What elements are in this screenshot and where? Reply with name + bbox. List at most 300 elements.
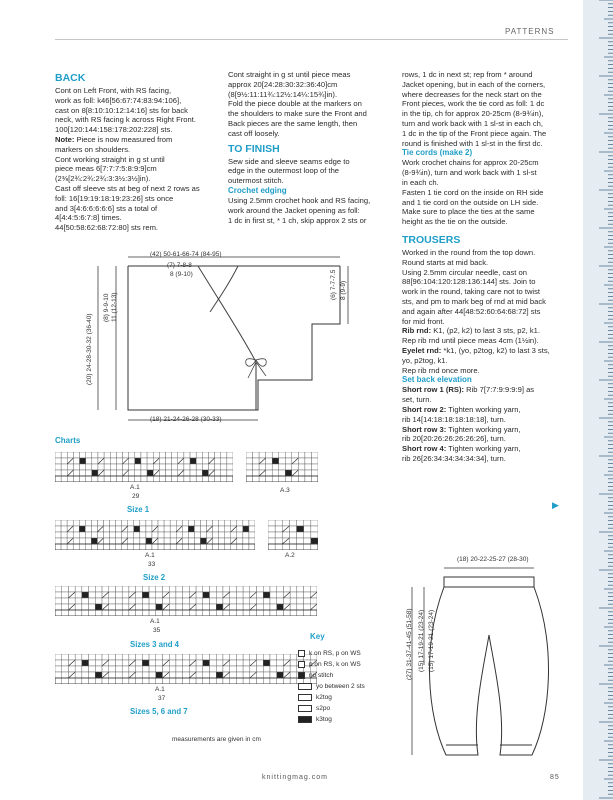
chart-cell bbox=[249, 538, 255, 544]
chart-cell bbox=[210, 672, 217, 678]
chart-cell bbox=[203, 672, 210, 678]
chart-cell bbox=[109, 592, 116, 598]
chart-cell bbox=[249, 544, 255, 550]
chart-cell bbox=[103, 544, 109, 550]
chart-cell bbox=[79, 538, 85, 544]
chart-cell bbox=[221, 452, 227, 458]
chart-cell bbox=[176, 666, 183, 672]
key-item bbox=[298, 661, 361, 668]
chart-cell bbox=[128, 544, 134, 550]
chart-cell bbox=[122, 678, 129, 684]
chart-cell bbox=[250, 610, 257, 616]
chart-cell bbox=[190, 452, 196, 458]
chart-cell bbox=[55, 660, 62, 666]
key-label: yo between 2 sts bbox=[316, 683, 365, 690]
chart-cell bbox=[183, 610, 190, 616]
chart-cell bbox=[216, 592, 223, 598]
chart-cell bbox=[176, 604, 183, 610]
chart-cell bbox=[184, 464, 190, 470]
chart-cell bbox=[86, 476, 92, 482]
chart-cell bbox=[311, 538, 318, 544]
chart-cell bbox=[169, 604, 176, 610]
page-number: 85 bbox=[550, 774, 560, 781]
chart-cell bbox=[236, 678, 243, 684]
chart-cell bbox=[61, 544, 67, 550]
chart-cell bbox=[170, 520, 176, 526]
chart-cell bbox=[91, 520, 97, 526]
note-label: Note: bbox=[55, 134, 75, 144]
chart-cell bbox=[188, 526, 194, 532]
chart-cell bbox=[279, 476, 286, 482]
trousers-left-dim-2: (15) 17-19-21 (23-24) bbox=[418, 609, 425, 672]
chart-cell bbox=[305, 452, 312, 458]
chart-cell bbox=[122, 592, 129, 598]
chart-cell bbox=[190, 476, 196, 482]
chart-cell bbox=[79, 544, 85, 550]
chart-cell bbox=[115, 666, 122, 672]
chart-cell bbox=[196, 604, 203, 610]
chart-cell bbox=[297, 598, 304, 604]
trousers-line: Using 2.5mm circular needle, cast on bbox=[402, 267, 527, 277]
key-label: k on RS, p on WS bbox=[309, 650, 361, 657]
chart-cell bbox=[141, 464, 147, 470]
chart-cell bbox=[172, 452, 178, 458]
chart-cell bbox=[297, 592, 304, 598]
chart-cell bbox=[176, 520, 182, 526]
chart-cell bbox=[102, 598, 109, 604]
chart-cell bbox=[116, 458, 122, 464]
chart-cell bbox=[136, 598, 143, 604]
chart-cell bbox=[110, 532, 116, 538]
chart-cell bbox=[158, 532, 164, 538]
chart-cell bbox=[146, 520, 152, 526]
chart-cell bbox=[253, 464, 260, 470]
chart-cell bbox=[61, 526, 67, 532]
chart-cell bbox=[169, 610, 176, 616]
chart-cell bbox=[91, 538, 97, 544]
chart-cell bbox=[55, 666, 62, 672]
chart-cell bbox=[169, 666, 176, 672]
chart-cell bbox=[189, 654, 196, 660]
chart-cell bbox=[250, 666, 257, 672]
chart-cell bbox=[311, 520, 318, 526]
chart-cell bbox=[156, 672, 163, 678]
chart-cell bbox=[170, 526, 176, 532]
chart-cell bbox=[165, 476, 171, 482]
chart-cell bbox=[290, 654, 297, 660]
chart-cell bbox=[227, 458, 233, 464]
chart-cell bbox=[158, 544, 164, 550]
chart-cell bbox=[75, 586, 82, 592]
chart-cell bbox=[183, 660, 190, 666]
chart-cell bbox=[73, 470, 79, 476]
chart-cell bbox=[142, 660, 149, 666]
chart-cell bbox=[95, 672, 102, 678]
chart-cell bbox=[176, 672, 183, 678]
short-row-label: Short row 4: bbox=[402, 444, 447, 454]
chart-cell bbox=[183, 586, 190, 592]
chart-cell bbox=[311, 452, 318, 458]
chart-cell bbox=[75, 654, 82, 660]
chart-cell bbox=[104, 464, 110, 470]
chart-cell bbox=[183, 666, 190, 672]
chart-cell bbox=[75, 672, 82, 678]
chart-cell bbox=[164, 544, 170, 550]
chart-cell bbox=[169, 592, 176, 598]
chart-cell bbox=[188, 520, 194, 526]
back-line: work as foll: k46[56:67:74:83:94:106], bbox=[55, 95, 182, 105]
chart-cell bbox=[219, 544, 225, 550]
chart-cell bbox=[149, 586, 156, 592]
chart-cell bbox=[115, 586, 122, 592]
chart-cell bbox=[162, 678, 169, 684]
chart-cell bbox=[152, 532, 158, 538]
chart-cell bbox=[304, 598, 311, 604]
chart-cell bbox=[172, 470, 178, 476]
chart-cell bbox=[203, 654, 210, 660]
chart-cell bbox=[55, 586, 62, 592]
chart-cell bbox=[55, 520, 61, 526]
chart-cell bbox=[162, 666, 169, 672]
chart-cell bbox=[297, 586, 304, 592]
chart-cell bbox=[82, 586, 89, 592]
chart-cell bbox=[97, 520, 103, 526]
chart-cell bbox=[122, 666, 129, 672]
chart-cell bbox=[182, 520, 188, 526]
chart-a1-size1-label: A.1 bbox=[130, 484, 140, 491]
chart-cell bbox=[202, 458, 208, 464]
chart-cell bbox=[250, 654, 257, 660]
chart-cell bbox=[73, 532, 79, 538]
chart-cell bbox=[297, 538, 304, 544]
chart-cell bbox=[55, 598, 62, 604]
chart-a3 bbox=[246, 452, 318, 482]
chart-cell bbox=[85, 520, 91, 526]
chart-cell bbox=[290, 610, 297, 616]
chart-cell bbox=[304, 592, 311, 598]
short-row-cont: rib 20[20:26:26:26:26:26], turn. bbox=[402, 434, 506, 444]
chart-cell bbox=[200, 526, 206, 532]
chart-cell bbox=[236, 604, 243, 610]
chart-cell bbox=[141, 476, 147, 482]
chart-cell bbox=[55, 678, 62, 684]
chart-cell bbox=[285, 464, 292, 470]
chart-cell bbox=[263, 598, 270, 604]
chart-cell bbox=[311, 470, 318, 476]
key-symbol-icon bbox=[298, 683, 312, 690]
chart-cell bbox=[109, 610, 116, 616]
chart-cell bbox=[110, 520, 116, 526]
chart-cell bbox=[243, 610, 250, 616]
chart-cell bbox=[272, 464, 279, 470]
chart-cell bbox=[170, 538, 176, 544]
chart-cell bbox=[215, 458, 221, 464]
chart-cell bbox=[140, 544, 146, 550]
chart-cell bbox=[279, 452, 286, 458]
chart-cell bbox=[196, 654, 203, 660]
col3-line: Jacket opening, but in each of the corners, bbox=[402, 79, 546, 89]
chart-cell bbox=[223, 610, 230, 616]
chart-cell bbox=[82, 598, 89, 604]
chart-cell bbox=[68, 654, 75, 660]
chart-cell bbox=[311, 458, 318, 464]
chart-cell bbox=[263, 592, 270, 598]
chart-cell bbox=[259, 464, 266, 470]
chart-cell bbox=[203, 610, 210, 616]
chart-cell bbox=[277, 598, 284, 604]
chart-cell bbox=[97, 544, 103, 550]
chart-cell bbox=[89, 678, 96, 684]
chart-cell bbox=[62, 672, 69, 678]
chart-cell bbox=[189, 666, 196, 672]
chart-cell bbox=[216, 672, 223, 678]
chart-cell bbox=[136, 660, 143, 666]
chart-cell bbox=[95, 678, 102, 684]
chart-cell bbox=[91, 532, 97, 538]
chart-cell bbox=[196, 678, 203, 684]
chart-cell bbox=[210, 660, 217, 666]
size567-label: Sizes 5, 6 and 7 bbox=[130, 707, 188, 716]
chart-cell bbox=[275, 538, 282, 544]
chart-cell bbox=[75, 666, 82, 672]
chart-cell bbox=[196, 586, 203, 592]
chart-cell bbox=[176, 660, 183, 666]
chart-cell bbox=[277, 586, 284, 592]
chart-cell bbox=[297, 520, 304, 526]
elevation-heading: Set back elevation bbox=[402, 375, 472, 385]
chart-cell bbox=[159, 452, 165, 458]
chart-cell bbox=[275, 526, 282, 532]
chart-cell bbox=[162, 586, 169, 592]
chart-cell bbox=[230, 610, 237, 616]
tie-line: Fasten 1 tie cord on the inside on RH side bbox=[402, 187, 544, 197]
chart-cell bbox=[213, 532, 219, 538]
chart-cell bbox=[310, 610, 317, 616]
key-label: k2tog bbox=[316, 694, 332, 701]
chart-cell bbox=[142, 592, 149, 598]
chart-cell bbox=[122, 660, 129, 666]
back-line: Cast off sleeve sts at beg of next 2 rows as bbox=[55, 183, 200, 193]
chart-cell bbox=[194, 544, 200, 550]
back-line: Cont working straight in g st until bbox=[55, 154, 165, 164]
chart-cell bbox=[207, 544, 213, 550]
trousers-line: sts, and pm to mark beg of rnd at mid back bbox=[402, 296, 546, 306]
trousers-line: and again after 44[48:52:60:64:68:72] sts bbox=[402, 306, 541, 316]
chart-cell bbox=[311, 544, 318, 550]
chart-cell bbox=[243, 592, 250, 598]
chart-cell bbox=[176, 654, 183, 660]
chart-cell bbox=[225, 544, 231, 550]
chart-cell bbox=[216, 586, 223, 592]
chart-cell bbox=[116, 532, 122, 538]
chart-cell bbox=[172, 476, 178, 482]
chart-cell bbox=[142, 654, 149, 660]
chart-cell bbox=[86, 452, 92, 458]
chart-cell bbox=[169, 672, 176, 678]
chart-cell bbox=[116, 452, 122, 458]
chart-cell bbox=[158, 520, 164, 526]
chart-cell bbox=[268, 532, 275, 538]
chart-a2-label: A.2 bbox=[285, 552, 295, 559]
short-row bbox=[402, 444, 572, 454]
chart-cell bbox=[103, 526, 109, 532]
chart-cell bbox=[196, 672, 203, 678]
chart-cell bbox=[219, 526, 225, 532]
chart-cell bbox=[152, 544, 158, 550]
chart-cell bbox=[110, 476, 116, 482]
short-row-label: Short row 3: bbox=[402, 424, 447, 434]
chart-cell bbox=[221, 470, 227, 476]
chart-cell bbox=[203, 666, 210, 672]
trousers-heading: TROUSERS bbox=[402, 233, 461, 246]
chart-cell bbox=[270, 660, 277, 666]
chart-cell bbox=[215, 452, 221, 458]
back-line: (2⅜[2¾:2¾:2¾:3:3½:3½]in). bbox=[55, 174, 151, 184]
finish-heading: TO FINISH bbox=[228, 142, 280, 155]
chart-cell bbox=[236, 666, 243, 672]
chart-cell bbox=[243, 538, 249, 544]
chart-cell bbox=[230, 592, 237, 598]
chart-cell bbox=[268, 544, 275, 550]
chart-cell bbox=[203, 604, 210, 610]
chart-cell bbox=[140, 538, 146, 544]
chart-cell bbox=[128, 520, 134, 526]
section-label: PATTERNS bbox=[505, 27, 555, 36]
chart-cell bbox=[183, 672, 190, 678]
chart-cell bbox=[68, 610, 75, 616]
chart-cell bbox=[80, 476, 86, 482]
col2-line: (8[9½:11:11¾:12½:14¼:15¾]in). bbox=[228, 89, 338, 99]
chart-cell bbox=[129, 678, 136, 684]
chart-cell bbox=[82, 610, 89, 616]
chart-cell bbox=[236, 610, 243, 616]
chart-cell bbox=[61, 458, 67, 464]
chart-cell bbox=[162, 654, 169, 660]
chart-cell bbox=[225, 538, 231, 544]
chart-cell bbox=[110, 526, 116, 532]
chart-cell bbox=[135, 476, 141, 482]
chart-cell bbox=[243, 544, 249, 550]
chart-cell bbox=[190, 464, 196, 470]
chart-cell bbox=[216, 660, 223, 666]
chart-cell bbox=[123, 476, 129, 482]
chart-cell bbox=[305, 476, 312, 482]
chart-cell bbox=[237, 526, 243, 532]
chart-cell bbox=[253, 470, 260, 476]
chart-cell bbox=[110, 458, 116, 464]
chart-cell bbox=[259, 476, 266, 482]
chart-cell bbox=[230, 672, 237, 678]
trousers-left-dim-3: (15) 17-19-21 (23-24) bbox=[428, 609, 435, 672]
short-row-text: Tighten working yarn, bbox=[448, 444, 521, 454]
chart-cell bbox=[216, 666, 223, 672]
chart-cell bbox=[305, 464, 312, 470]
chart-cell bbox=[89, 610, 96, 616]
chart-cell bbox=[73, 526, 79, 532]
chart-cell bbox=[82, 672, 89, 678]
chart-cell bbox=[290, 666, 297, 672]
jacket-left-dim-1: (8) 9-9-10 bbox=[103, 293, 110, 322]
chart-cell bbox=[200, 532, 206, 538]
chart-cell bbox=[61, 452, 67, 458]
chart-cell bbox=[215, 470, 221, 476]
chart-cell bbox=[95, 610, 102, 616]
chart-cell bbox=[122, 532, 128, 538]
chart-cell bbox=[183, 654, 190, 660]
chart-cell bbox=[149, 598, 156, 604]
chart-cell bbox=[257, 604, 264, 610]
chart-cell bbox=[270, 678, 277, 684]
chart-cell bbox=[203, 598, 210, 604]
chart-cell bbox=[182, 544, 188, 550]
tie-line: and 1 tie cord on the outside on LH side. bbox=[402, 197, 539, 207]
chart-cell bbox=[178, 476, 184, 482]
chart-cell bbox=[225, 520, 231, 526]
chart-cell bbox=[135, 470, 141, 476]
finish-line: outermost stitch. bbox=[228, 176, 284, 186]
chart-cell bbox=[210, 592, 217, 598]
note-text: Piece is now measured from bbox=[76, 134, 173, 144]
chart-cell bbox=[67, 452, 73, 458]
back-heading: BACK bbox=[55, 72, 86, 84]
chart-cell bbox=[196, 660, 203, 666]
chart-cell bbox=[305, 458, 312, 464]
chart-cell bbox=[243, 660, 250, 666]
chart-cell bbox=[82, 654, 89, 660]
short-row-text: Rib 7[7:7:9:9:9:9] as bbox=[466, 385, 535, 395]
chart-cell bbox=[85, 544, 91, 550]
chart-cell bbox=[289, 538, 296, 544]
chart-cell bbox=[189, 598, 196, 604]
chart-cell bbox=[249, 520, 255, 526]
col3-line: rows, 1 dc in next st; rep from * around bbox=[402, 70, 533, 79]
chart-cell bbox=[156, 660, 163, 666]
chart-cell bbox=[122, 654, 129, 660]
col2-line: the shoulders to make sure the Front and bbox=[228, 109, 367, 119]
chart-a1-size2-label: A.1 bbox=[145, 552, 155, 559]
chart-cell bbox=[115, 678, 122, 684]
chart-cell bbox=[128, 526, 134, 532]
chart-cell bbox=[86, 470, 92, 476]
chart-cell bbox=[189, 678, 196, 684]
chart-cell bbox=[196, 598, 203, 604]
chart-cell bbox=[257, 610, 264, 616]
chart-cell bbox=[98, 464, 104, 470]
chart-cell bbox=[147, 476, 153, 482]
chart-cell bbox=[73, 458, 79, 464]
jacket-neck-dim-2: 8 (9-10) bbox=[170, 271, 193, 278]
chart-cell bbox=[231, 544, 237, 550]
chart-cell bbox=[73, 538, 79, 544]
chart-cell bbox=[183, 592, 190, 598]
chart-cell bbox=[147, 452, 153, 458]
chart-cell bbox=[140, 526, 146, 532]
chart-cell bbox=[268, 520, 275, 526]
chart-cell bbox=[227, 470, 233, 476]
chart-cell bbox=[109, 666, 116, 672]
chart-cell bbox=[311, 476, 318, 482]
chart-cell bbox=[219, 532, 225, 538]
key-symbol-icon bbox=[298, 650, 305, 657]
chart-cell bbox=[109, 678, 116, 684]
chart-cell bbox=[176, 598, 183, 604]
jacket-left-dim-3: (20) 24-28-30-32 (36-40) bbox=[86, 313, 93, 385]
chart-cell bbox=[164, 538, 170, 544]
chart-cell bbox=[142, 586, 149, 592]
chart-cell bbox=[237, 520, 243, 526]
key-label: k3tog bbox=[316, 716, 332, 723]
chart-cell bbox=[213, 538, 219, 544]
